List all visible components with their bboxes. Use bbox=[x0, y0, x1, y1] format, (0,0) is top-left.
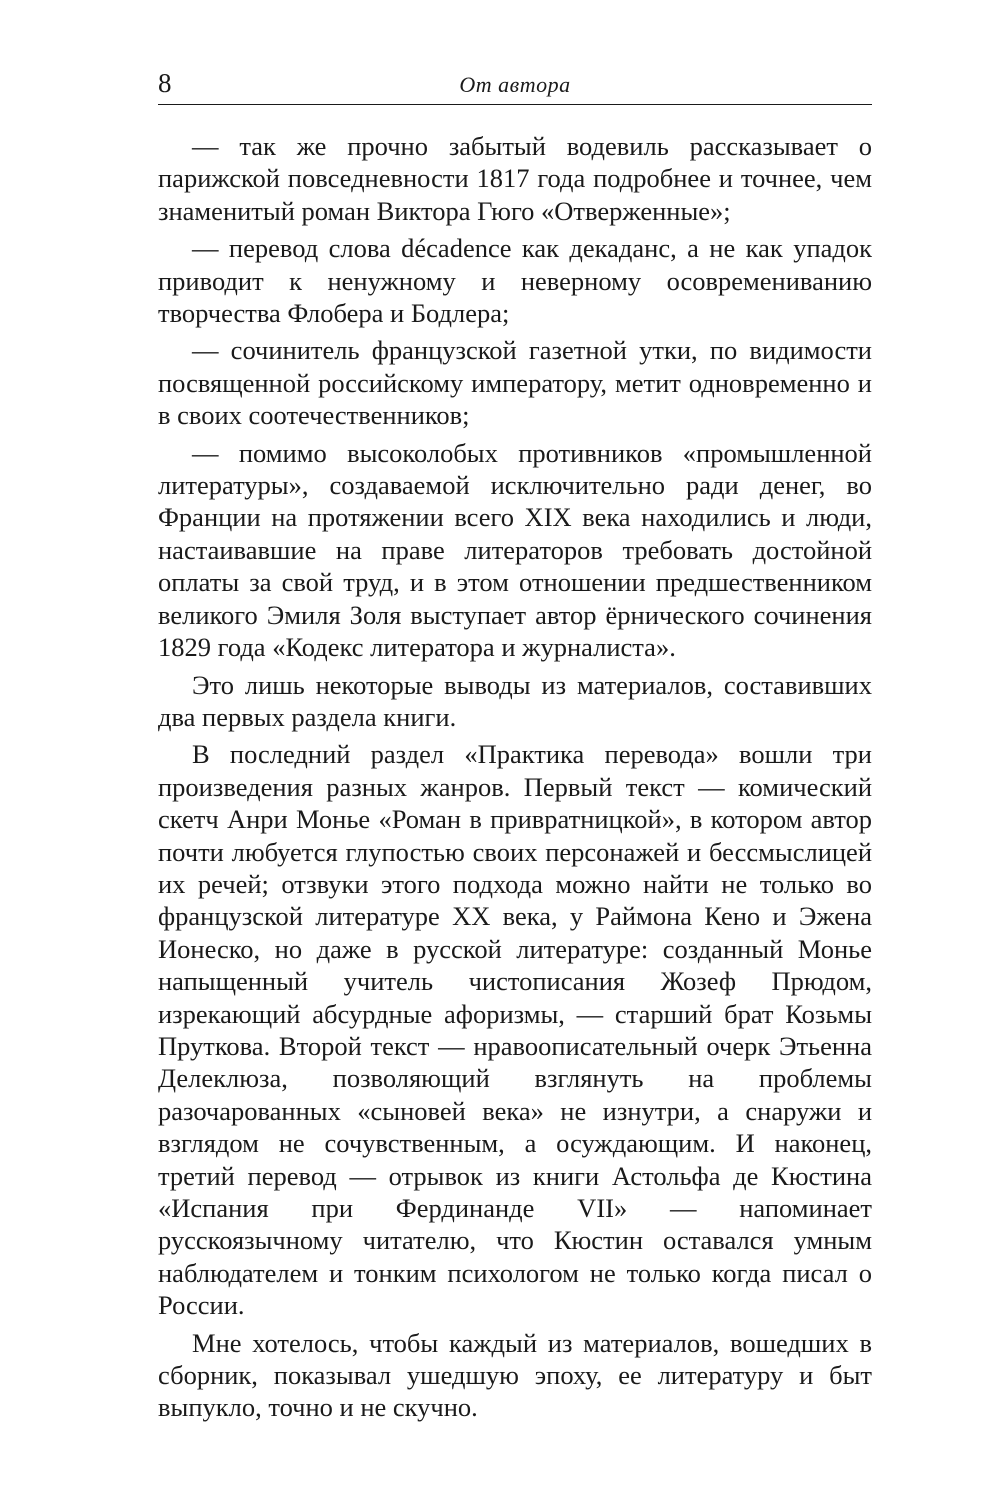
paragraph-industrial-literature: — помимо высоколобых противников «промышленной литературы», создаваемой исключительно ради денег, во Франции на протяжении всего XIX века находились и люди, настаивавшие на праве литераторов требовать достойной оплаты за свой труд, и в этом отношении предшественником великого Эмиля Золя выступает автор ёрнического сочинения 1829 года «Кодекс литератора и журналиста». bbox=[158, 437, 872, 663]
body-text bbox=[158, 130, 872, 1424]
paragraph-translation-practice: В последний раздел «Практика перевода» вошли три произведения разных жанров. Первый текст — комический скетч Анри Монье «Роман в привратницкой», в котором автор почти любуется глупостью своих персонажей и бессмыслицей их речей; отзвуки этого подхода можно найти не только во французской литературе XX века, у Раймона Кено и Эжена Ионеско, но даже в русской литературе: созданный Монье напыщенный учитель чистописания Жозеф Прюдом, изрекающий абсурдные афоризмы, — старший брат Козьмы Пруткова. Второй текст — нравоописательный очерк Этьенна Делеклюза, позволяющий взглянуть на проблемы разочарованных «сыновей века» не изнутри, а снаружи и взглядом не сочувственным, а осуждающим. И наконец, третий перевод — отрывок из книги Астольфа де Кюстина «Испания при Фердинанде VII» — напоминает русскоязычному читателю, что Кюстин оставался умным наблюдателем и тонким психологом не только когда писал о России. bbox=[158, 739, 872, 1321]
paragraph-closing: Мне хотелось, чтобы каждый из материалов, вошедших в сборник, показывал ушедшую эпоху, ее литературу и быт выпукло, точно и не скучно. bbox=[158, 1327, 872, 1423]
paragraph-newspaper-hoax: — сочинитель французской газетной утки, по видимости посвященной российскому императору, метит одновременно и в своих соотечественников; bbox=[158, 335, 872, 431]
paragraph-decadence: — перевод слова décadence как декаданс, а не как упадок приводит к ненужному и неверному осовремениванию творчества Флобера и Бодлера; bbox=[158, 233, 872, 329]
page-number: 8 bbox=[158, 68, 172, 98]
paragraph-vaudeville: — так же прочно забытый водевиль рассказывает о парижской повседневности 1817 года подробнее и точнее, чем знаменитый роман Виктора Гюго «Отверженные»; bbox=[158, 131, 872, 226]
running-header bbox=[158, 68, 872, 105]
running-header-title: От автора bbox=[459, 72, 571, 97]
paragraph-conclusions: Это лишь некоторые выводы из материалов, составивших два первых раздела книги. bbox=[158, 669, 872, 732]
